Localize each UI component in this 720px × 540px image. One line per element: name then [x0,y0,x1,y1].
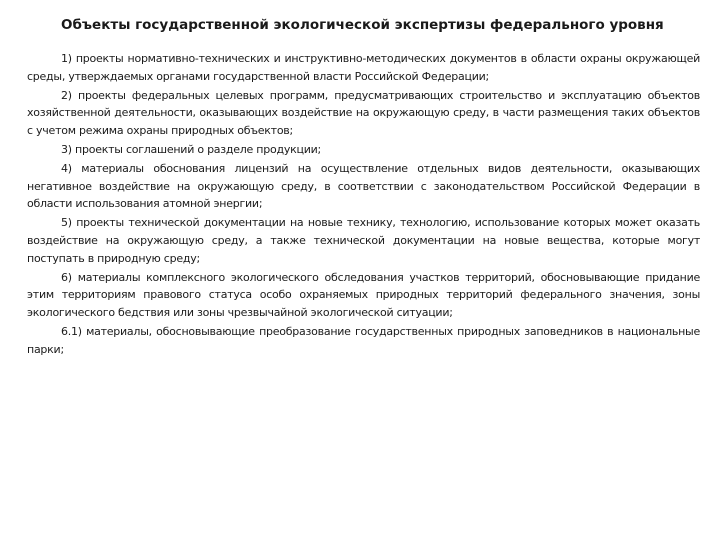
list-item-1: 1) проекты нормативно-технических и инструктивно-методических документов в области охраны окружающей среды, утверждаемых органами государственной власти Российской Федерации; [27,52,700,83]
page-title: Объекты государственной экологической экспертизы федерального уровня [61,17,664,33]
list-item-4: 4) материалы обоснования лицензий на осуществление отдельных видов деятельности, оказывающих негативное воздействие на окружающую среду, в соответствии с законодательством Российской Федерации в области использования атомной энергии; [27,161,700,211]
list-item-6-1: 6.1) материалы, обосновывающие преобразование государственных природных заповедников в национальные парки; [27,324,700,356]
list-item-2: 2) проекты федеральных целевых программ, предусматривающих строительство и эксплуатацию объектов хозяйственной деятельности, оказывающих воздействие на окружающую среду, в части размещения таких объектов с учетом режима охраны природных объектов; [27,88,700,138]
list-item-6: 6) материалы комплексного экологического обследования участков территорий, обосновывающие придание этим территориям правового статуса особо охраняемых природных территорий федерального значения, зоны экологического бедствия или зоны чрезвычайной экологической ситуации; [27,270,700,320]
list-item-3: 3) проекты соглашений о разделе продукции; [61,142,321,156]
item-list [27,50,700,359]
list-item-5: 5) проекты технической документации на новые технику, технологию, использование которых может оказать воздействие на окружающую среду, а также технической документации на новые вещества, которые могут поступать в природную среду; [27,216,700,265]
